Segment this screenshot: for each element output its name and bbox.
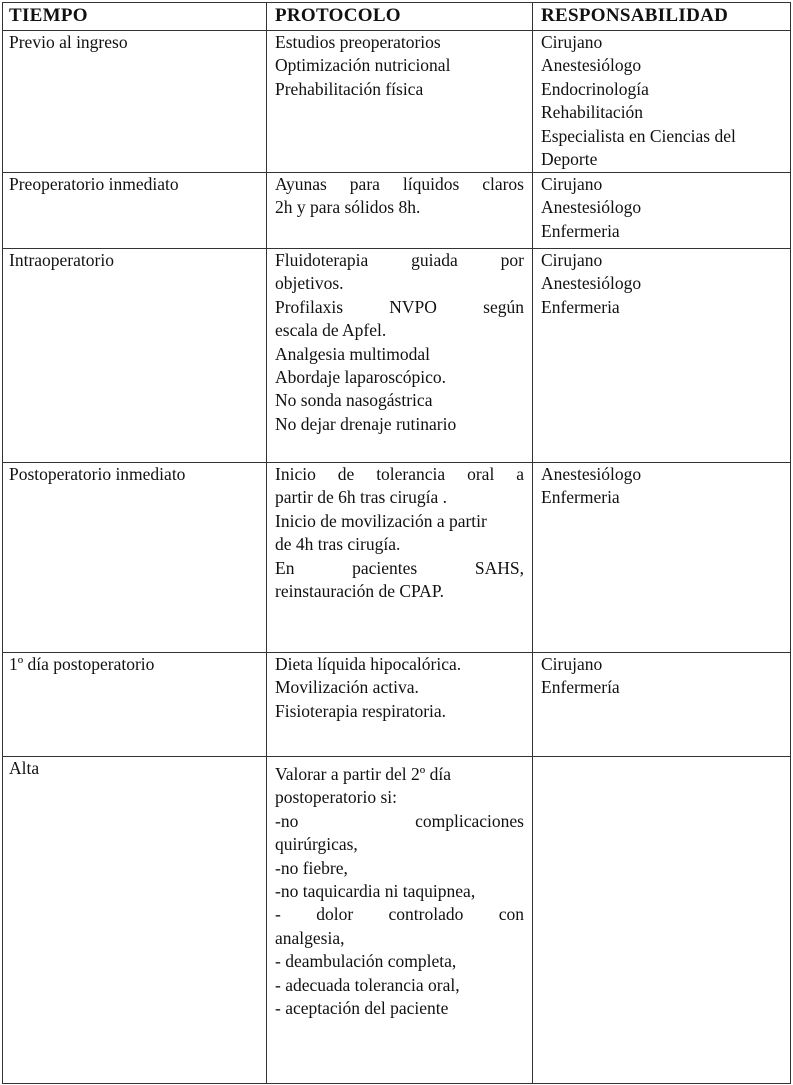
- header-protocolo: PROTOCOLO: [267, 3, 533, 30]
- tiempo-cell: Previo al ingreso: [3, 31, 267, 172]
- responsabilidad-cell: Cirujano Enfermería: [541, 654, 620, 698]
- protocolo-cell: Estudios preoperatorios Optimización nutricional Prehabilitación física: [267, 31, 533, 172]
- protocolo-cell: Ayunas para líquidos claros 2h y para sólidos 8h.: [267, 173, 533, 248]
- table-row: [3, 249, 790, 463]
- table-header-row: [3, 3, 790, 31]
- tiempo-cell: Alta: [3, 757, 267, 1083]
- protocolo-cell: Fluidoterapia guiada por objetivos. Profilaxis NVPO según escala de Apfel. Analgesia multimodal Abordaje laparoscópico. No sonda nasogástrica No dejar drenaje rutinario: [267, 249, 533, 462]
- protocolo-cell: Valorar a partir del 2º día postoperatorio si: -no complicaciones quirúrgicas, -no fiebre, -no taquicardia ni taquipnea, - dolor controlado con analgesia, - deambulación completa, - adecuada tolerancia oral, - aceptación del paciente: [267, 757, 533, 1083]
- tiempo-cell: Preoperatorio inmediato: [3, 173, 267, 248]
- table-row: [3, 757, 790, 1083]
- protocolo-cell: Dieta líquida hipocalórica. Movilización activa. Fisioterapia respiratoria.: [267, 653, 533, 756]
- table-row: [3, 653, 790, 757]
- responsabilidad-cell: Anestesiólogo Enfermeria: [541, 464, 642, 508]
- table-row: [3, 463, 790, 653]
- header-tiempo: TIEMPO: [3, 3, 267, 30]
- responsabilidad-cell: Cirujano Anestesiólogo Endocrinología Rehabilitación Especialista en Ciencias del Deporte: [541, 32, 736, 170]
- tiempo-cell: Postoperatorio inmediato: [3, 463, 267, 652]
- tiempo-cell: 1º día postoperatorio: [3, 653, 267, 756]
- protocolo-cell: Inicio de tolerancia oral a partir de 6h tras cirugía . Inicio de movilización a partir de 4h tras cirugía. En pacientes SAHS, reinstauración de CPAP.: [267, 463, 533, 652]
- responsabilidad-cell: Cirujano Anestesiólogo Enfermeria: [541, 174, 642, 241]
- table-row: [3, 31, 790, 173]
- responsabilidad-cell: Cirujano Anestesiólogo Enfermeria: [541, 250, 642, 317]
- header-responsabilidad: RESPONSABILIDAD: [541, 5, 729, 26]
- tiempo-cell: Intraoperatorio: [3, 249, 267, 462]
- table-row: [3, 173, 790, 249]
- protocol-table: [2, 2, 791, 1084]
- responsabilidad-cell: [533, 757, 790, 1083]
